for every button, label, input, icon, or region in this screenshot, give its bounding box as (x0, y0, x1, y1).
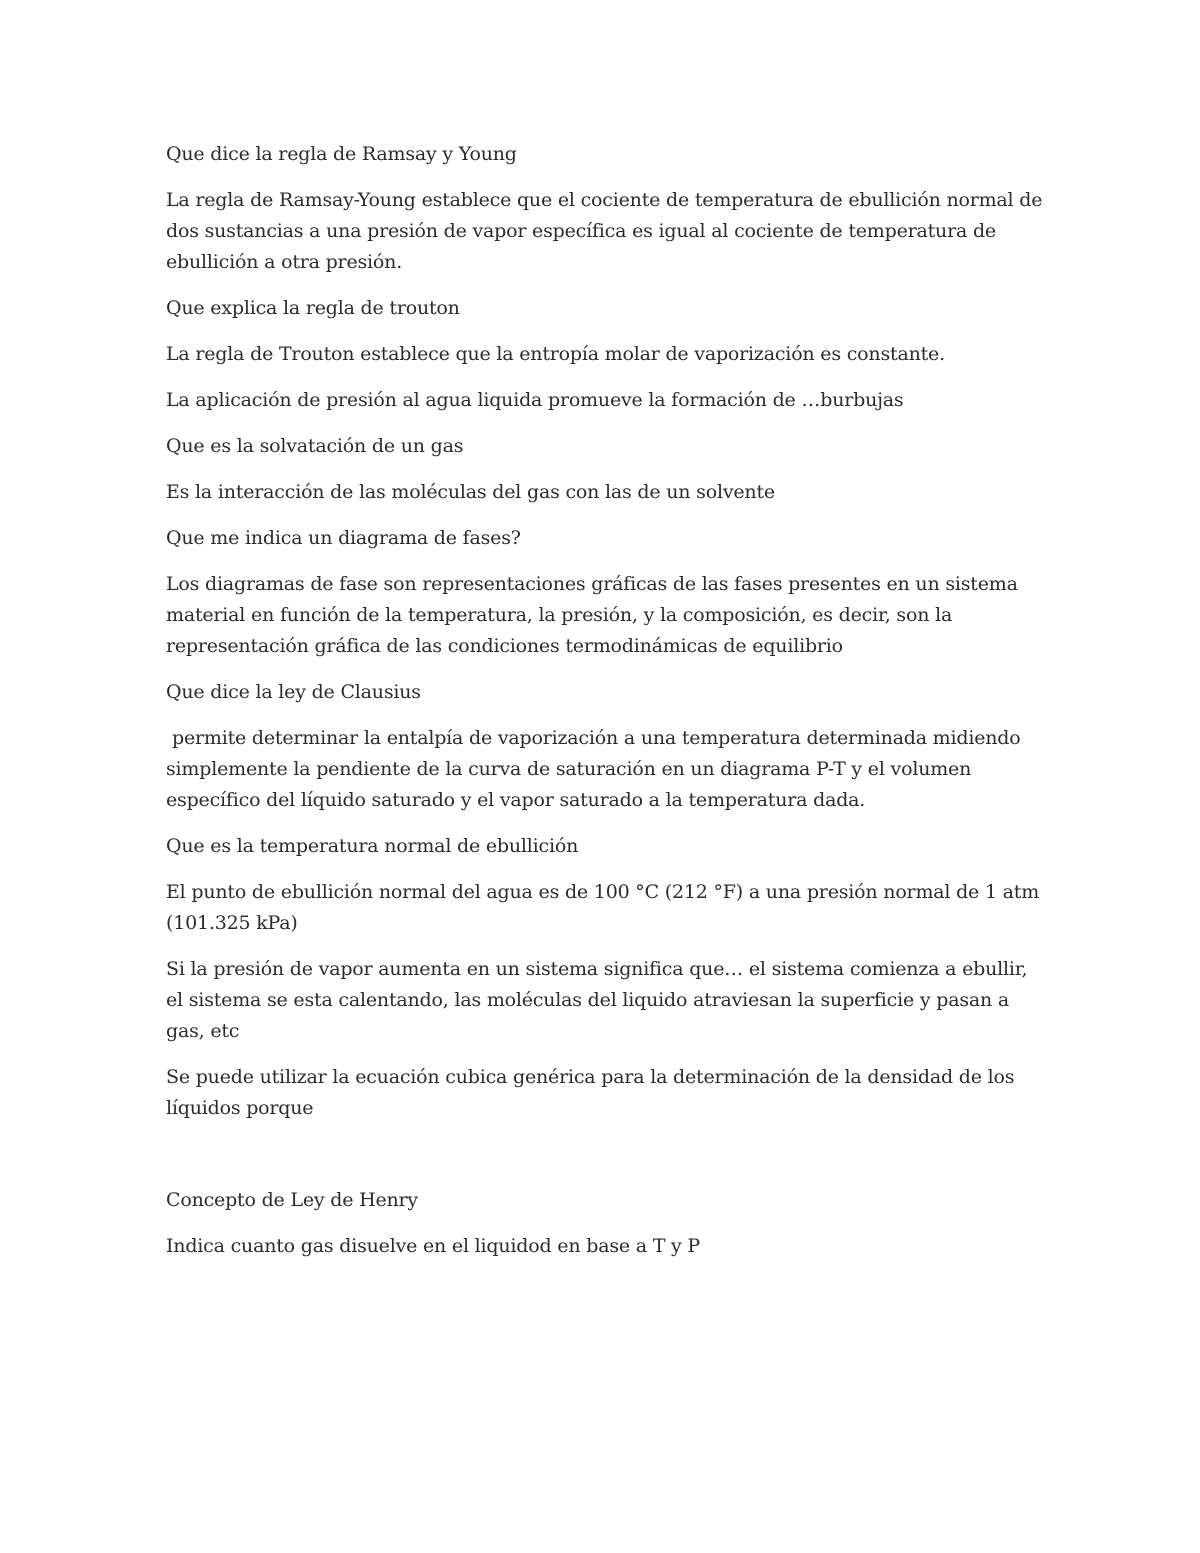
document-body (166, 139, 1046, 1277)
question-phase-diagram: Que me indica un diagrama de fases? (166, 527, 521, 549)
statement-vapor-pressure: Si la presión de vapor aumenta en un sistema significa que… el sistema comienza a ebullir, el sistema se esta calentando, las moléculas del liquido atraviesan la superficie y pasan a gas, etc (166, 958, 1028, 1042)
answer-henry-law: Indica cuanto gas disuelve en el liquidod en base a T y P (166, 1235, 700, 1257)
question-clausius: Que dice la ley de Clausius (166, 681, 421, 703)
statement-cubic-equation: Se puede utilizar la ecuación cubica genérica para la determinación de la densidad de los líquidos porque (166, 1066, 1015, 1119)
statement-pressure-bubbles: La aplicación de presión al agua liquida promueve la formación de …burbujas (166, 389, 904, 411)
answer-solvation: Es la interacción de las moléculas del gas con las de un solvente (166, 481, 775, 503)
answer-ramsay-young: La regla de Ramsay-Young establece que el cociente de temperatura de ebullición normal de dos sustancias a una presión de vapor específica es igual al cociente de temperatura de ebullición a otra presión. (166, 189, 1043, 273)
answer-trouton: La regla de Trouton establece que la entropía molar de vaporización es constante. (166, 343, 945, 365)
question-trouton: Que explica la regla de trouton (166, 297, 460, 319)
question-ramsay-young: Que dice la regla de Ramsay y Young (166, 143, 517, 165)
question-boiling-temperature: Que es la temperatura normal de ebullición (166, 835, 579, 857)
question-henry-law: Concepto de Ley de Henry (166, 1189, 418, 1211)
question-solvation: Que es la solvatación de un gas (166, 435, 464, 457)
answer-clausius: permite determinar la entalpía de vaporización a una temperatura determinada midiendo simplemente la pendiente de la curva de saturación en un diagrama P-T y el volumen específico del líquido saturado y el vapor saturado a la temperatura dada. (166, 727, 1021, 811)
blank-line (166, 1139, 1046, 1185)
answer-boiling-temperature: El punto de ebullición normal del agua es de 100 °C (212 °F) a una presión normal de 1 atm (101.325 kPa) (166, 881, 1040, 934)
answer-phase-diagram: Los diagramas de fase son representaciones gráficas de las fases presentes en un sistema material en función de la temperatura, la presión, y la composición, es decir, son la representación gráfica de las condiciones termodinámicas de equilibrio (166, 573, 1018, 657)
